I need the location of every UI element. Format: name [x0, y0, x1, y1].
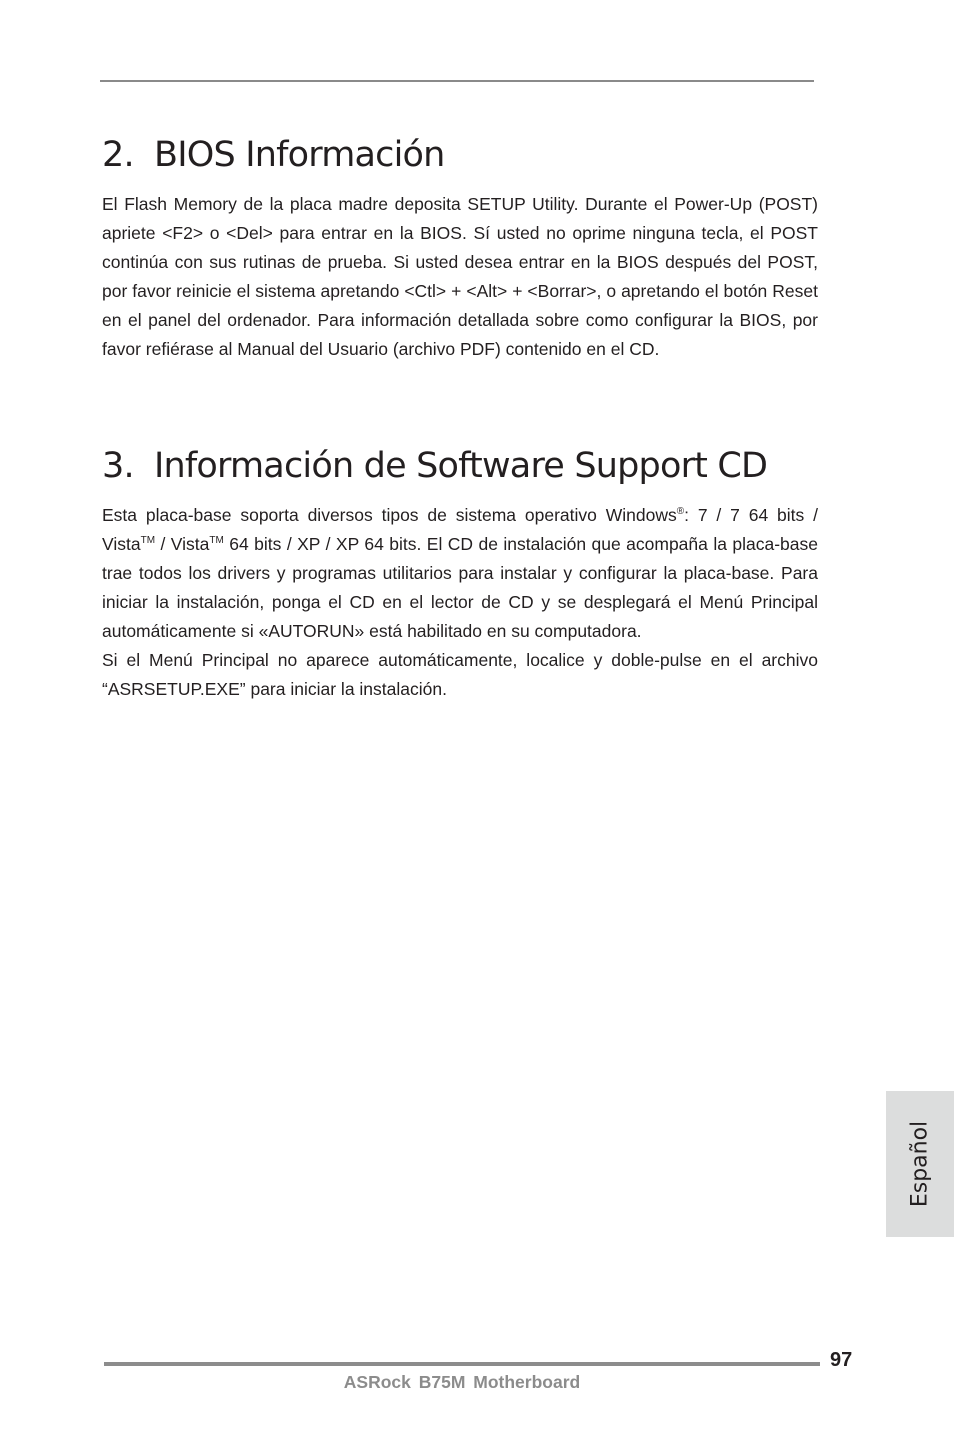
- intro-text-4: 64 bits / XP / XP 64 bits. El CD de instalación que acompaña la placa-base trae todos los drivers y programas utilitarios para instalar y configurar la placa-base. Para iniciar la instalación, ponga el CD en el lector de CD y se desplegará el Menú Principal automáticamente si «AUTORUN» está habilitado en su computadora.: [102, 534, 818, 641]
- page-number: 97: [830, 1349, 853, 1371]
- intro-text-1: Esta placa-base soporta diversos tipos de sistema operativo Windows: [102, 505, 677, 525]
- section-number: 3.: [102, 446, 134, 486]
- bios-paragraph: El Flash Memory de la placa madre deposita SETUP Utility. Durante el Power-Up (POST) apriete <F2> o <Del> para entrar en la BIOS. Sí usted no oprime ninguna tecla, el POST continúa con sus rutinas de prueba. Si usted desea entrar en la BIOS después del POST, por favor reinicie el sistema apretando <Ctl> + <Alt> + <Borrar>, o apretando el botón Reset en el panel del ordenador. Para información detallada sobre como configurar la BIOS, por favor refiérase al Manual del Usuario (archivo PDF) contenido en el CD.: [102, 194, 818, 359]
- footer-product-name: ASRock B75M Motherboard: [343, 1372, 581, 1392]
- section-title-text: Información de Software Support CD: [154, 446, 768, 486]
- language-tab: [886, 1091, 954, 1237]
- section-bios-information: [102, 132, 818, 364]
- intro-text-3: / Vista: [155, 534, 210, 554]
- trademark-mark: TM: [209, 535, 224, 546]
- section-number: 2.: [102, 135, 134, 175]
- bottom-rule: [104, 1362, 820, 1366]
- section-title: [102, 132, 818, 178]
- language-tab-label: Español: [907, 1120, 933, 1208]
- intro-text-2: : 7 / 7 64 bits / Vista: [102, 505, 819, 554]
- trademark-mark: TM: [140, 535, 156, 546]
- top-rule: [100, 80, 814, 82]
- registered-mark: ®: [676, 506, 685, 517]
- cd-intro-paragraph: [102, 501, 818, 646]
- section-software-support-cd: [102, 443, 818, 704]
- section-title: [102, 443, 818, 489]
- cd-autorun-paragraph: Si el Menú Principal no aparece automáticamente, localice y doble-pulse en el archivo “ASRSETUP.EXE” para iniciar la instalación.: [102, 650, 818, 699]
- section-title-text: BIOS Información: [154, 135, 445, 175]
